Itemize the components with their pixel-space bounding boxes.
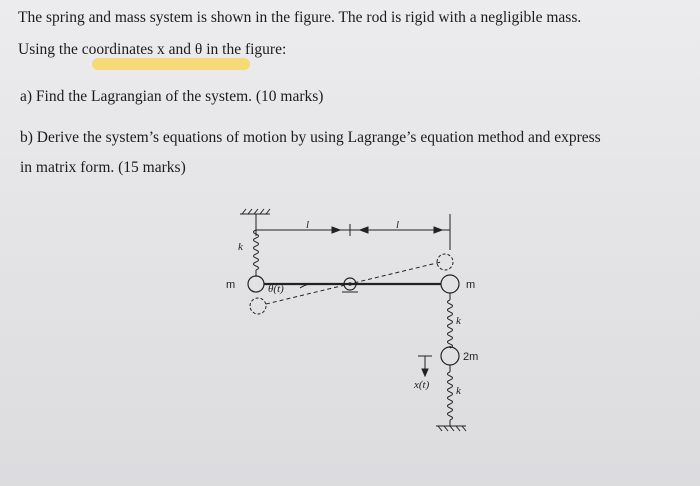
top-support [240,209,270,214]
displacement-arrow-icon [418,356,432,376]
bottom-spring [448,365,453,426]
problem-line-2: Using the coordinates x and θ in the figure: [18,41,287,58]
left-spring [254,214,259,276]
displacement-label: x(t) [414,379,430,391]
angle-label: θ(t) [268,283,284,295]
dimension-arrows [256,214,450,250]
pivot-icon [342,278,358,292]
left-mass-deflected [250,298,266,314]
problem-line-1: The spring and mass system is shown in the figure. The rod is rigid with a negligible mass. [18,9,582,26]
right-mass-label: m [466,279,476,291]
left-mass-label: m [226,279,236,291]
highlighter-mark [92,58,250,70]
left-length-label: l [306,219,310,231]
ground-support [436,426,466,431]
left-mass [248,276,264,292]
lower-mass-label: 2m [463,351,479,363]
middle-spring [448,293,453,348]
lower-mass [441,347,459,365]
right-mass [441,275,459,293]
part-b-text-line-1: b) Derive the system’s equations of motion by using Lagrange’s equation method and express [20,129,601,146]
left-spring-label: k [238,241,243,253]
spring-mass-figure [200,200,500,450]
part-b-text-line-2: in matrix form. (15 marks) [20,159,186,176]
right-length-label: l [396,219,400,231]
part-a-text: a) Find the Lagrangian of the system. (10 marks) [20,88,324,105]
middle-spring-label: k [456,315,461,327]
bottom-spring-label: k [456,385,461,397]
